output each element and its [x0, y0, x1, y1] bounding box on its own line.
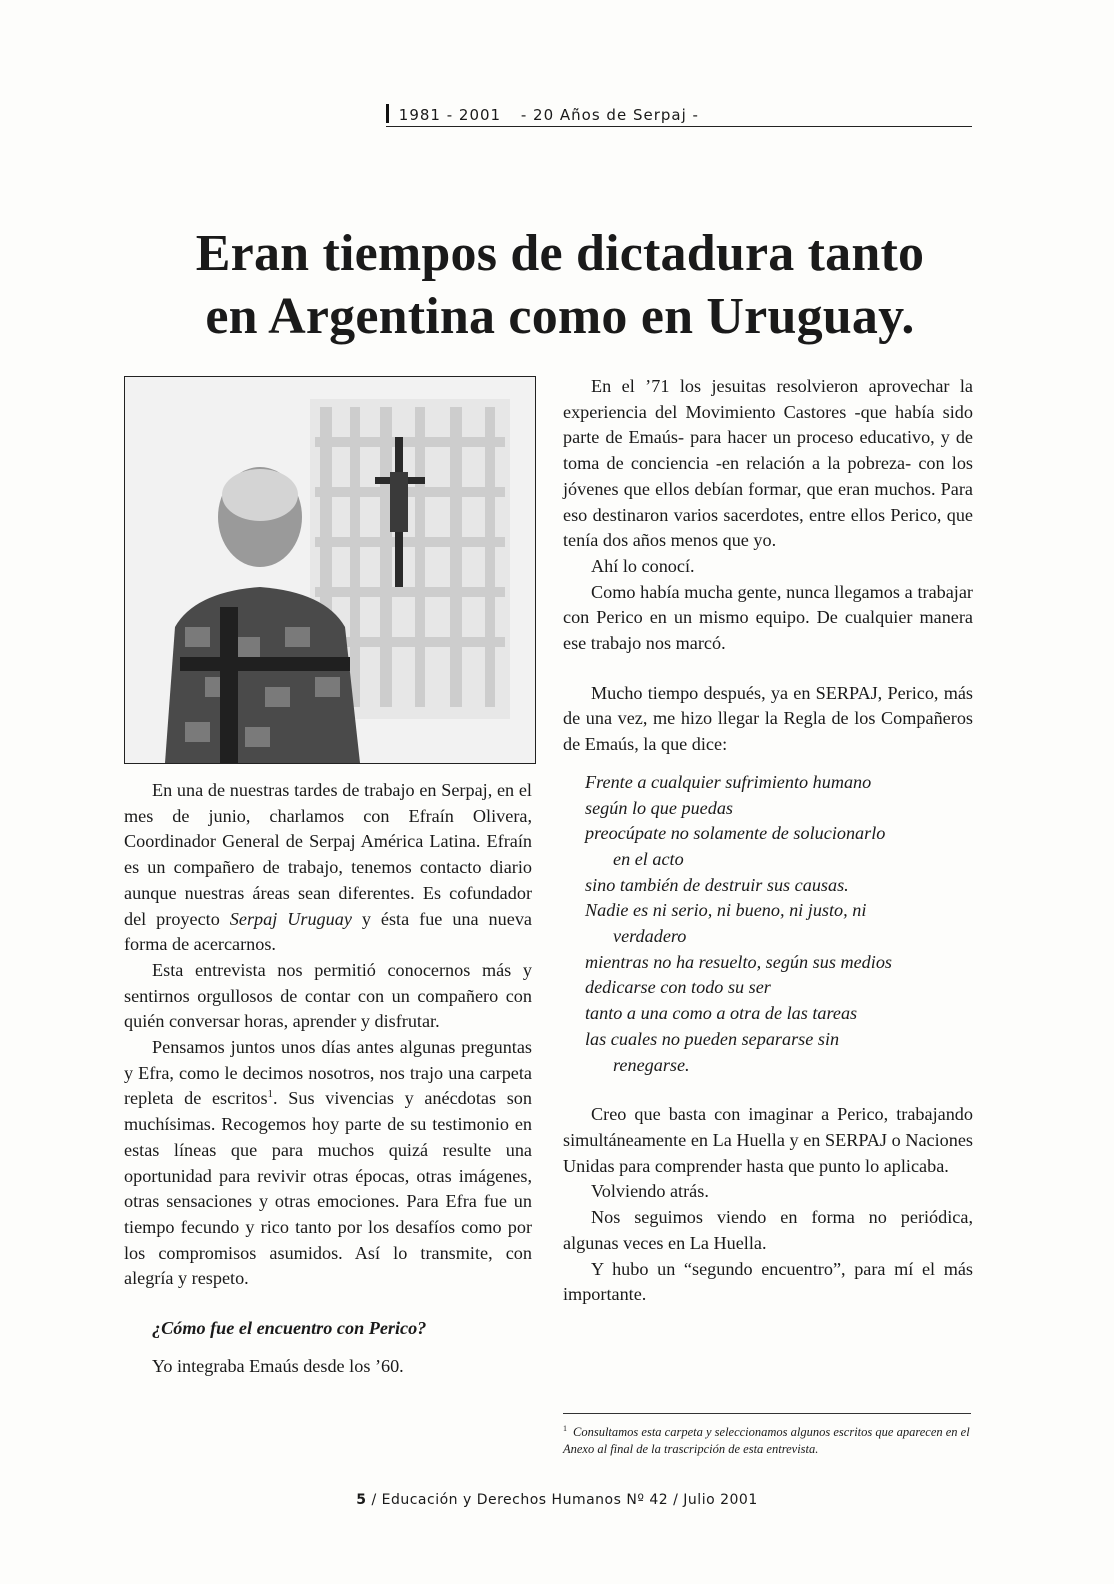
photo-illustration	[125, 377, 535, 763]
verse-line: en el acto	[613, 848, 684, 869]
right-paragraph-5: Creo que basta con imaginar a Perico, trabajando simultáneamente en La Huella y en SERPAJ o Naciones Unidas para comprender hasta que punto lo aplicaba.	[563, 1104, 973, 1176]
left-paragraph-1	[124, 778, 532, 958]
left-column	[124, 778, 532, 1379]
header-bar	[386, 104, 389, 123]
left-p3-text-b: . Sus vivencias y anécdotas son muchísimas. Recogemos hoy parte de su testimonio en estas líneas que para muchos quizá resulte una oportunidad para revivir otras épocas, otras imágenes, otras sensaciones y otras emociones. Para Efra fue un tiempo fecundo y rico tanto por los desafíos como por los compromisos asumidos. Así lo transmite, con alegría y respeto.	[124, 1088, 532, 1289]
left-paragraph-3	[124, 1035, 532, 1292]
verse-line: mientras no ha resuelto, según sus medios	[585, 951, 892, 972]
verse-line: según lo que puedas	[585, 797, 734, 818]
page-number: 5	[356, 1492, 367, 1508]
verse-line: las cuales no pueden separarse sin	[585, 1028, 840, 1049]
right-paragraph-3: Como había mucha gente, nunca llegamos a trabajar con Perico en un mismo equipo. De cualquier manera ese trabajo nos marcó.	[563, 581, 973, 654]
emaus-rule-verse	[563, 770, 973, 1078]
verse-line: tanto a una como a otra de las tareas	[585, 1003, 858, 1024]
footnote	[563, 1421, 973, 1457]
interview-question: ¿Cómo fue el encuentro con Perico?	[152, 1318, 427, 1339]
article-title	[60, 222, 1060, 348]
left-p1-italic: Serpaj Uruguay	[229, 908, 352, 929]
right-paragraph-8: Y hubo un “segundo encuentro”, para mí el más importante.	[563, 1258, 973, 1305]
verse-line: Nadie es ni serio, ni bueno, ni justo, ni	[585, 900, 867, 921]
footnote-ref: 1	[267, 1088, 274, 1101]
left-p1-text-a: En una de nuestras tardes de trabajo en Serpaj, en el mes de junio, charlamos con Efraín Olivera, Coordinador General de Serpaj América Latina. Efraín es un compañero de trabajo, tenemos contacto diario aunque nuestras áreas sean diferentes. Es cofundador del proyecto	[124, 780, 532, 929]
page-footer	[0, 1492, 1114, 1508]
right-paragraph-7: Nos seguimos viendo en forma no periódica, algunas veces en La Huella.	[563, 1207, 973, 1253]
title-line-2: en Argentina como en Uruguay.	[205, 288, 915, 345]
verse-line: verdadero	[613, 926, 687, 947]
right-paragraph-6: Volviendo atrás.	[591, 1181, 709, 1202]
right-column	[563, 374, 973, 1308]
left-p1-text-b: y ésta fue una nueva forma de acercarnos.	[124, 908, 532, 955]
left-p3-text-a: Pensamos juntos unos días antes algunas preguntas y Efra, como le decimos nosotros, nos trajo una carpeta repleta de escritos	[124, 1037, 532, 1109]
right-paragraph-2: Ahí lo conocí.	[591, 555, 695, 576]
footer-publication: / Educación y Derechos Humanos Nº 42 / Julio 2001	[371, 1492, 758, 1508]
verse-line: sino también de destruir sus causas.	[585, 874, 849, 895]
footnote-text: Consultamos esta carpeta y seleccionamos algunos escritos que aparecen en el Anexo al final de la trascripción de esta entrevista.	[563, 1425, 970, 1456]
verse-line: dedicarse con todo su ser	[585, 977, 771, 998]
header-years: 1981 - 2001	[398, 106, 502, 124]
right-paragraph-1: En el ’71 los jesuitas resolvieron aprovechar la experiencia del Movimiento Castores -que había sido parte de Emaús- para hacer un proceso educativo, y de toma de conciencia -en relación a la pobreza- con los jóvenes que ellos debían formar, que eran muchos. Para eso destinaron varios sacerdotes, entre ellos Perico, que tenía dos años menos que yo.	[563, 376, 973, 551]
verse-line: preocúpate no solamente de solucionarlo	[585, 823, 886, 844]
header-series: - 20 Años de Serpaj -	[520, 106, 699, 124]
verse-line: renegarse.	[613, 1054, 690, 1075]
right-paragraph-4: Mucho tiempo después, ya en SERPAJ, Perico, más de una vez, me hizo llegar la Regla de los Compañeros de Emaús, la que dice:	[563, 682, 973, 755]
verse-line: Frente a cualquier sufrimiento humano	[585, 771, 872, 792]
footnote-marker: 1	[563, 1424, 567, 1433]
article-photo	[124, 376, 536, 764]
left-paragraph-4: Yo integraba Emaús desde los ’60.	[152, 1355, 404, 1376]
footnote-divider	[563, 1413, 971, 1414]
running-header	[386, 104, 972, 127]
left-paragraph-2: Esta entrevista nos permitió conocernos más y sentirnos orgullosos de contar con un compañero con quién conversar horas, aprender y disfrutar.	[124, 959, 532, 1032]
title-line-1: Eran tiempos de dictadura tanto	[195, 225, 925, 282]
